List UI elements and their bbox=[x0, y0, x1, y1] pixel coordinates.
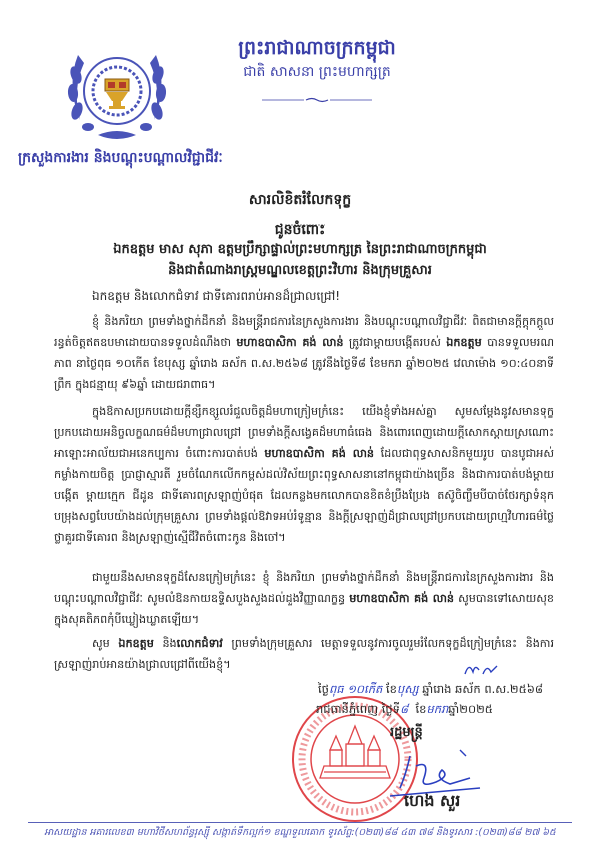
national-motto: ជាតិ សាសនា ព្រះមហាក្សត្រ bbox=[243, 64, 391, 80]
deceased-name: មហាឧបាសិកា គង់ លាន់ bbox=[236, 336, 344, 349]
to-label: ជូនចំពោះ bbox=[274, 222, 326, 238]
place-date-label: រាជធានីភ្នំពេញ ថ្ងៃទី bbox=[316, 702, 400, 716]
addressee-line-2: និងជាតំណាងរាស្ត្រមណ្ឌលខេត្តព្រះវិហារ និងក្រុមគ្រួសារ bbox=[168, 263, 432, 278]
letter-title: សារលិខិតរំលែកទុក្ខ bbox=[248, 192, 352, 208]
footer-address: អាសយដ្ឋាន អគារលេខ៣ មហាវិថីសហព័ន្ធរុស្ស៊ី សង្កាត់ទឹកល្អក់១ ខណ្ឌទួលគោក ទូរស័ព្ទ:(០២៣)៨៨ ៤៣ ៧៨ និងទូរសារ :(០២៣)៨៨ ២៧ ៦៥ bbox=[44, 827, 556, 838]
paragraph-2 bbox=[54, 401, 554, 548]
paragraph-text: សូម bbox=[92, 637, 119, 650]
signatory-title: រដ្ឋមន្ត្រី bbox=[390, 725, 423, 740]
handwritten-lunar-day: ពុធ ១០កើត bbox=[328, 682, 383, 696]
handwritten-lunar-month: បុស្ស bbox=[396, 682, 419, 696]
date-label: ខែ bbox=[385, 682, 397, 696]
handwritten-month: មករា bbox=[426, 702, 449, 716]
handwritten-initial-icon bbox=[463, 660, 499, 678]
paragraph-3 bbox=[54, 567, 554, 630]
paragraph-text: ជាមួយនឹងសមានទុក្ខដ៏សែនក្រៀមក្រំនេះ ខ្ញុំ និងភរិយា ព្រមទាំងថ្នាក់ដឹកនាំ និងមន្ត្រីរាជការនៃក្រសួងការងារ និងបណ្តុះបណ្តាលវិជ្ជាជីវៈ សូមលំឱនកាយឧទ្ទិសបួងសួងដល់ដួងវិញ្ញាណក្ខន្ធ bbox=[54, 571, 554, 605]
paragraph-text: ត្រូវជាម្តាយបង្កើតរបស់ bbox=[343, 336, 447, 349]
salutation: ឯកឧត្តម និងលោកជំទាវ ជាទីគោរពរាប់អានដ៏ជ្រាលជ្រៅ! bbox=[92, 289, 341, 303]
handwritten-day: ៨ bbox=[399, 702, 409, 716]
deceased-name: មហាឧបាសិកា គង់ លាន់ bbox=[264, 447, 375, 460]
paragraph-text: ដែលជាពុទ្ធសាសនិកមួយរូប បានបូជាអស់កម្លាំងកាយចិត្ត ប្រាជ្ញាស្មារតី រួមចំណែកលើកកម្ពស់ដល់វិស័យព្រះពុទ្ធសាសនានៅកម្ពុជាយ៉ាងច្រើន និងជាការបាត់បង់ម្តាយបង្កើត ម្តាយក្មេក ជីដូន ជាទីគោរពស្រឡាញ់បំផុត ដែលកន្លងមកលោកបានខិតខំប្រឹងប្រែង តស៊ូចិញ្ចឹមបីបាច់ថែរក្សាទំនុកបម្រុងសព្វបែបយ៉ាងដល់ក្រុមគ្រួសារ ព្រមទាំងផ្តល់ឱវាទអប់រំទូន្មាន និងក្តីស្រឡាញ់ដ៏ជ្រាលជ្រៅប្រកបដោយព្រហ្មវិហារធម៌ថ្លៃថ្លាគួរជាទីគោរព និងស្រឡាញ់ស្មើជីវិតចំពោះកូន និងចៅ។ bbox=[54, 447, 554, 544]
year: ឆ្នាំ២០២៥ bbox=[448, 702, 493, 716]
ministry-emblem bbox=[58, 35, 176, 153]
paragraph-text: ព្រមទាំងក្រុមគ្រួសារ មេត្តាទទួលនូវការចូលរួមរំលែកទុក្ខដ៏ក្រៀមក្រំនេះ និងការស្រឡាញ់រាប់អានយ៉ាងជ្រាលជ្រៅពីយើងខ្ញុំ។ bbox=[54, 637, 554, 671]
addressee-line-1: ឯកឧត្តម មាស សុភា ឧត្តមប្រឹក្សាផ្ទាល់ព្រះមហាក្សត្រ នៃព្រះរាជាណាចក្រកម្ពុជា bbox=[113, 242, 487, 257]
honorific: ឯកឧត្តម bbox=[446, 336, 482, 349]
lunar-date bbox=[318, 682, 543, 699]
paragraph-text: ក្នុងឱកាសប្រកបដោយក្តីខ្សឹកខ្សួលរំជួលចិត្តដ៏មហាក្រៀមក្រំនេះ យើងខ្ញុំទាំងអស់គ្នា សូមសម្តែងនូវសមានទុក្ខប្រកបដោយអនិច្ចលក្ខណធម៌ដ៏មហាជ្រាលជ្រៅ ព្រមទាំងក្តីសង្វេគដ៏មហាធំធេង និងពោរពេញដោយក្តីសោកស្តាយស្រណោះអាឡោះអាល័យជាអនេកប្បការ ចំពោះការបាត់បង់ bbox=[54, 405, 554, 460]
footer-divider bbox=[28, 822, 572, 823]
gregorian-date bbox=[316, 702, 493, 719]
date-label: ថ្ងៃ bbox=[318, 682, 329, 696]
date-label: ខែ bbox=[415, 702, 427, 716]
deceased-name: មហាឧបាសិកា គង់ លាន់ bbox=[349, 592, 454, 605]
lunar-year: ឆ្នាំរោង ឆស័ក ព.ស.២៥៦៨ bbox=[422, 682, 544, 696]
honorific: លោកជំទាវ bbox=[176, 637, 223, 650]
paragraph-text: និង bbox=[153, 637, 177, 650]
honorific: ឯកឧត្តម bbox=[118, 637, 154, 650]
ministry-name: ក្រសួងការងារ និងបណ្តុះបណ្តាលវិជ្ជាជីវៈ bbox=[18, 150, 223, 166]
title-ornament bbox=[285, 212, 325, 216]
kingdom-title: ព្រះរាជាណាចក្រកម្ពុជា bbox=[238, 37, 396, 59]
signatory-name: ហេង សួរ bbox=[404, 791, 461, 810]
paragraph-text: សូមបានទៅសោយសុខក្នុងសុគតិភពកុំបីឃ្លៀងឃ្លាតឡើយ។ bbox=[54, 592, 554, 626]
paragraph-text: ខ្ញុំ និងភរិយា ព្រមទាំងថ្នាក់ដឹកនាំ និងមន្ត្រីរាជការនៃក្រសួងការងារ និងបណ្តុះបណ្តាលវិជ្ជាជីវៈ ពិតជាមានក្តីក្តុកក្តួលរន្ធត់ចិត្តឥតឧបមាដោយបានទទួលដំណឹងថា bbox=[54, 315, 554, 349]
paragraph-text: បានទទួលមរណភាព នាថ្ងៃពុធ ១០កើត ខែបុស្ស ឆ្នាំរោង ឆស័ក ព.ស.២៥៦៨ ត្រូវនឹងថ្ងៃទី៨ ខែមករា ឆ្នាំ២០២៥ វេលាម៉ោង ១០:៤០នាទីព្រឹក ក្នុងជន្មាយុ ៩៦ឆ្នាំ ដោយជរាពាធ។ bbox=[54, 336, 554, 391]
paragraph-1 bbox=[54, 311, 554, 395]
header-ornament bbox=[262, 88, 372, 94]
